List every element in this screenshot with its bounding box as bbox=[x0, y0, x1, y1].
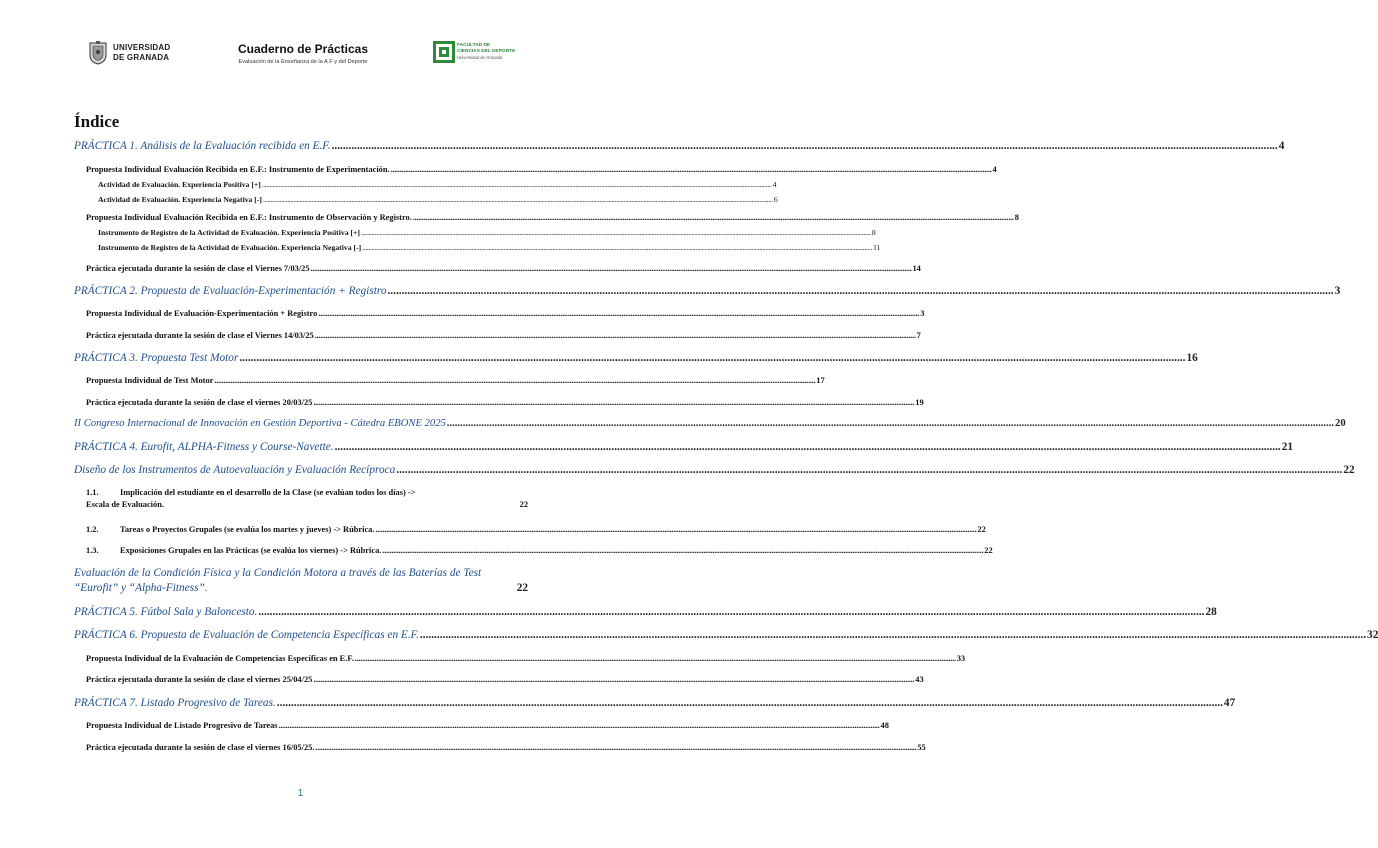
toc-entry[interactable] bbox=[86, 487, 528, 511]
toc-leader bbox=[361, 228, 871, 237]
toc-entry-text: Actividad de Evaluación. Experiencia Negativa [-] bbox=[98, 195, 262, 204]
toc-entry-page: 17 bbox=[816, 376, 825, 385]
toc-entry-label bbox=[86, 546, 381, 555]
toc-leader bbox=[263, 195, 773, 204]
toc-entry-text: Evaluación de la Condición Física y la Condición Motora a través de las Baterías de Test bbox=[74, 567, 482, 579]
toc-entry[interactable] bbox=[86, 743, 926, 752]
toc-entry[interactable] bbox=[86, 165, 997, 174]
toc-entry-text: Implicación del estudiante en el desarrollo de la Clase (se evalúan todos los días) -> bbox=[120, 488, 416, 497]
toc-entry-text-continued: Escala de Evaluación. bbox=[86, 500, 164, 509]
toc-leader bbox=[258, 606, 1204, 618]
toc-entry-page: 8 bbox=[871, 228, 876, 237]
toc-entry[interactable] bbox=[86, 546, 993, 555]
toc-entry[interactable] bbox=[86, 525, 986, 534]
toc-entry-label bbox=[86, 525, 374, 534]
university-seal-icon bbox=[88, 41, 108, 65]
toc-leader bbox=[315, 331, 916, 340]
toc-entry-page: 32 bbox=[1367, 629, 1378, 641]
toc-entry-page: 20 bbox=[1335, 418, 1346, 429]
toc-leader bbox=[447, 418, 1334, 429]
faculty-university: Universidad de Granada bbox=[457, 55, 503, 61]
toc-entry[interactable] bbox=[74, 418, 1346, 429]
toc-leader bbox=[375, 525, 976, 534]
toc-entry[interactable] bbox=[74, 352, 1198, 364]
toc-entry[interactable] bbox=[74, 441, 1294, 453]
toc-leader bbox=[214, 376, 815, 385]
toc-leader bbox=[279, 721, 880, 730]
toc-entry-text: Propuesta Individual Evaluación Recibida en E.F.: Instrumento de Observación y Registro. bbox=[86, 213, 412, 222]
toc-leader bbox=[277, 697, 1223, 709]
toc-entry-page: 22 bbox=[984, 546, 993, 555]
toc-entry-page: 3 bbox=[1334, 285, 1341, 297]
toc-entry-page: 3 bbox=[920, 309, 925, 318]
toc-entry-text: Instrumento de Registro de la Actividad de Evaluación. Experiencia Negativa [-] bbox=[98, 243, 362, 252]
toc-leader bbox=[382, 546, 983, 555]
toc-entry[interactable] bbox=[74, 606, 1217, 618]
toc-entry-text: PRÁCTICA 4. Eurofit, ALPHA-Fitness y Course-Navette. bbox=[74, 441, 334, 453]
toc-entry-text: PRÁCTICA 3. Propuesta Test Motor bbox=[74, 352, 239, 364]
faculty-logo-icon bbox=[433, 41, 455, 63]
toc-entry[interactable] bbox=[98, 243, 881, 252]
toc-entry-page: 14 bbox=[912, 264, 921, 273]
toc-leader bbox=[315, 743, 916, 752]
page-number: 1 bbox=[297, 788, 304, 799]
toc-entry-page: 11 bbox=[873, 243, 881, 252]
toc-entry-text: Práctica ejecutada durante la sesión de clase el Viernes 14/03/25 bbox=[86, 331, 314, 340]
document-subtitle: Evaluación de la Enseñanza de la A.F y del Deporte bbox=[238, 59, 368, 65]
toc-entry-page: 8 bbox=[1014, 213, 1019, 222]
toc-entry-page: 16 bbox=[1186, 352, 1198, 364]
toc-entry-page: 33 bbox=[956, 654, 966, 663]
toc-entry-page: 55 bbox=[917, 743, 926, 752]
toc-entry-number: 1.3. bbox=[86, 546, 99, 555]
toc-entry[interactable] bbox=[86, 309, 925, 318]
toc-entry-page: 4 bbox=[992, 165, 997, 174]
toc-entry[interactable] bbox=[74, 140, 1285, 152]
toc-entry-page: 6 bbox=[773, 195, 778, 204]
faculty-name bbox=[457, 43, 515, 61]
faculty-name-line1: FACULTAD DE bbox=[457, 43, 491, 48]
toc-entry[interactable] bbox=[86, 213, 1019, 222]
toc-entry-text: PRÁCTICA 2. Propuesta de Evaluación-Experimentación + Registro bbox=[74, 285, 387, 297]
toc-entry-text: Instrumento de Registro de la Actividad de Evaluación. Experiencia Positiva [+] bbox=[98, 228, 360, 237]
toc-leader bbox=[335, 441, 1281, 453]
toc-entry[interactable] bbox=[98, 228, 876, 237]
toc-entry-text-continued: “Eurofit” y “Alpha-Fitness”. bbox=[74, 582, 208, 594]
toc-entry-text: PRÁCTICA 7. Listado Progresivo de Tareas. bbox=[74, 697, 276, 709]
toc-leader bbox=[420, 629, 1366, 641]
toc-leader bbox=[262, 180, 772, 189]
toc-entry-text: Práctica ejecutada durante la sesión de clase el viernes 25/04/25 bbox=[86, 675, 313, 684]
toc-entry[interactable] bbox=[86, 331, 921, 340]
toc-entry-page: 4 bbox=[772, 180, 777, 189]
index-title: Índice bbox=[74, 112, 120, 131]
document-title: Cuaderno de Prácticas bbox=[237, 42, 369, 56]
university-name-line1: UNIVERSIDAD bbox=[113, 43, 171, 52]
toc-entry-text: PRÁCTICA 1. Análisis de la Evaluación recibida en E.F. bbox=[74, 140, 331, 152]
toc-entry[interactable] bbox=[98, 195, 778, 204]
toc-leader bbox=[313, 398, 914, 407]
toc-leader bbox=[387, 285, 1333, 297]
toc-leader bbox=[313, 675, 914, 684]
toc-entry-text: Diseño de los Instrumentos de Autoevaluación y Evaluación Recíproca bbox=[74, 464, 396, 476]
toc-leader bbox=[355, 654, 956, 663]
toc-entry-page: 48 bbox=[880, 721, 889, 730]
toc-entry[interactable] bbox=[74, 629, 1378, 641]
page-header bbox=[0, 38, 601, 78]
toc-entry-text: Práctica ejecutada durante la sesión de clase el Viernes 7/03/25 bbox=[86, 264, 310, 273]
toc-entry-page: 22 bbox=[516, 582, 528, 594]
toc-entry-text: Propuesta Individual de Listado Progresivo de Tareas bbox=[86, 721, 278, 730]
toc-leader bbox=[332, 140, 1278, 152]
toc-entry-page: 43 bbox=[915, 675, 924, 684]
toc-entry-text: Actividad de Evaluación. Experiencia Positiva [+] bbox=[98, 180, 261, 189]
toc-entry-text: Tareas o Proyectos Grupales (se evalúa los martes y jueves) -> Rúbrica. bbox=[120, 525, 375, 534]
toc-entry-text: II Congreso Internacional de Innovación en Gestión Deportiva - Cátedra EBONE 2025 bbox=[74, 418, 446, 429]
toc-entry[interactable] bbox=[86, 264, 921, 273]
toc-leader bbox=[391, 165, 992, 174]
toc-entry-page: 7 bbox=[916, 331, 921, 340]
toc-entry[interactable] bbox=[86, 376, 825, 385]
toc-leader bbox=[318, 309, 919, 318]
toc-entry-text: Propuesta Individual Evaluación Recibida en E.F.: Instrumento de Experimentación. bbox=[86, 165, 390, 174]
toc-entry[interactable] bbox=[86, 675, 924, 684]
university-name bbox=[113, 43, 170, 62]
toc-entry-page: 22 bbox=[1343, 464, 1355, 476]
toc-leader bbox=[311, 264, 912, 273]
university-name-line2: DE GRANADA bbox=[113, 52, 170, 62]
document-heading bbox=[214, 42, 392, 65]
toc-entry-text: Propuesta Individual de Test Motor bbox=[86, 376, 214, 385]
toc-entry-page: 47 bbox=[1223, 697, 1236, 709]
toc-entry-page: 28 bbox=[1205, 606, 1217, 618]
toc-entry[interactable] bbox=[74, 697, 1236, 709]
toc-entry-text: Propuesta Individual de Evaluación-Experimentación + Registro bbox=[86, 309, 318, 318]
toc-leader bbox=[362, 243, 872, 252]
toc-entry[interactable] bbox=[74, 285, 1341, 297]
toc-entry[interactable] bbox=[74, 464, 1355, 476]
toc-entry-page: 22 bbox=[977, 525, 986, 534]
toc-entry[interactable] bbox=[98, 180, 777, 189]
toc-leader bbox=[239, 352, 1185, 364]
toc-entry-text: PRÁCTICA 6. Propuesta de Evaluación de Competencia Específicas en E.F. bbox=[74, 629, 419, 641]
toc-entry-number: 1.1. bbox=[86, 488, 99, 497]
toc-entry-page: 4 bbox=[1278, 140, 1285, 152]
toc-entry-text: Exposiciones Grupales en las Prácticas (se evalúa los viernes) -> Rúbrica. bbox=[120, 546, 382, 555]
toc-entry-text: Práctica ejecutada durante la sesión de clase el viernes 16/05/25. bbox=[86, 743, 315, 752]
toc-entry[interactable] bbox=[86, 721, 889, 730]
toc-entry[interactable] bbox=[86, 654, 966, 663]
faculty-name-line2: CIENCIAS DEL DEPORTE bbox=[457, 48, 516, 54]
toc-entry[interactable] bbox=[86, 398, 924, 407]
toc-entry-text: Propuesta Individual de la Evaluación de Competencias Específicas en E.F. bbox=[86, 654, 354, 663]
toc-entry-page: 21 bbox=[1281, 441, 1294, 453]
toc-entry-text: Práctica ejecutada durante la sesión de clase el viernes 20/03/25 bbox=[86, 398, 313, 407]
toc-entry-page: 19 bbox=[915, 398, 924, 407]
toc-entry[interactable] bbox=[74, 566, 528, 596]
toc-entry-page: 22 bbox=[519, 500, 528, 509]
toc-entry-text: PRÁCTICA 5. Fútbol Sala y Baloncesto. bbox=[74, 606, 258, 618]
toc-leader bbox=[413, 213, 1014, 222]
toc-leader bbox=[396, 464, 1342, 476]
toc-entry-number: 1.2. bbox=[86, 525, 99, 534]
